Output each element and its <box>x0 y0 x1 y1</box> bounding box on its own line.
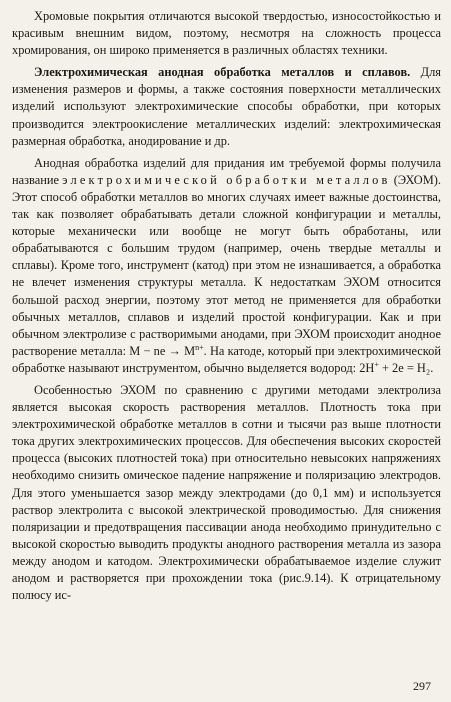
paragraph-text: (ЭХОМ). Этот способ обработки металлов во многих случаях имеет важные достоинства, так как позволяет обрабатывать детали сложной конфигурации и металлы, которые механически или вообще не могут быть обработаны, или обрабатываются с большим трудом (например, очень твердые металлы и сплавы). Кроме того, инструмент (катод) при этом не изнашивается, а обработка не влечет изменения структуры металла. К недостаткам ЭХОМ относится большой расход энергии, поэтому этот метод не применяется для обработки обычных металлов, сплавов и изделий простой конфигурации. Как и при обычном электролизе с растворимыми анодами, при ЭХОМ происходит анодное растворение металла: <box>12 172 441 358</box>
equation-text: 2H <box>359 360 375 375</box>
superscript: n+ <box>195 342 204 352</box>
paragraph-features: Особенностью ЭХОМ по сравнению с другими методами электролиза является высокая скорость растворения металлов. Плотность тока при электрохимической обработке металлов в сотни и тысячи раз выше плотности тока других электрохимических процессов. Для обеспечения высоких скоростей процесса (высоких плотностей тока) при относительно невысоких напряжениях необходимо снизить омическое падение напряжение и поляризацию электродов. Для этого уменьшается зазор между электродами (до 0,1 мм) и используется раствор электролита с высокой электрической проводимостью. Для снижения поляризации и предотвращения пассивации анода необходимо принудительно с высокой скоростью выводить продукты анодного растворения металла из зазора между анодом и катодом. Электрохимически обрабатываемое изделие служит анодом и растворяется при прохождении тока (рис.9.14). К отрицательному полюсу ис- <box>12 382 441 603</box>
equation-anodic <box>129 344 203 358</box>
paragraph-text: Для изменения размеров и формы, а также состояния поверхности металлических изделий используют электрохимические способы обработки, при которых производится электроокисление металлических изделий: электрохимическая размерная обработка, анодирование и др. <box>12 65 441 148</box>
equation-text: + 2e = H₂. <box>378 360 434 375</box>
equation-cathodic <box>359 361 433 375</box>
paragraph-anodic-processing <box>12 64 441 149</box>
equation-text: M − ne → M <box>129 343 196 358</box>
paragraph-chromium: Хромовые покрытия отличаются высокой твердостью, износостойкостью и красивым внешним видом, поэтому, несмотря на сложность процесса хромирования, он широко применяется в различных областях техники. <box>12 9 441 58</box>
page-number: 297 <box>413 679 431 693</box>
paragraph-text: Анодная обработка изделий для придания им требуемой формы получила название <box>12 155 441 187</box>
paragraph-echom <box>12 155 441 377</box>
section-heading: Электрохимическая анодная обработка металлов и сплавов. <box>34 65 411 80</box>
spaced-term: электрохимической обработки металлов <box>62 172 391 187</box>
superscript: + <box>374 359 379 369</box>
paragraph-text: . На катоде, который при электрохимической обработке называют инструментом, обычно выделяется водород: <box>12 343 441 375</box>
